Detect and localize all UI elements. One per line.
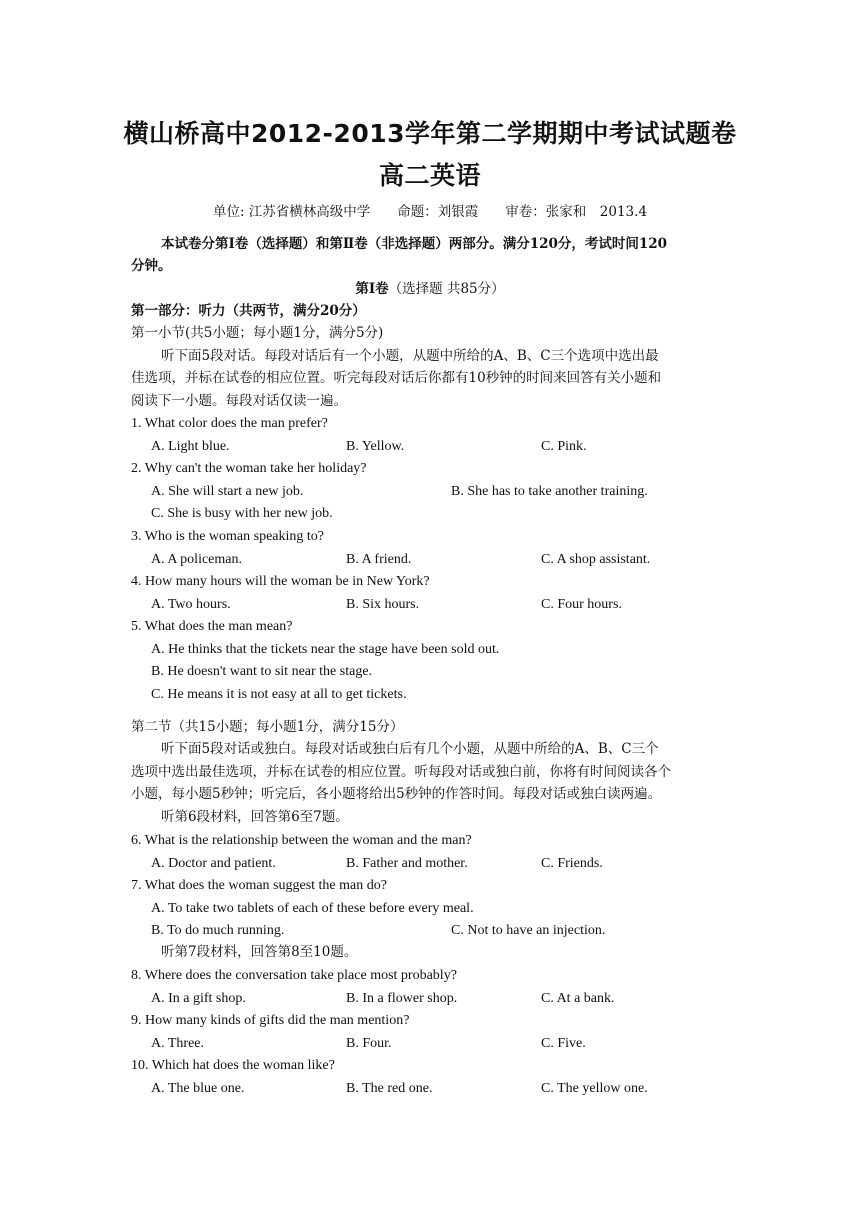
question-8-option-c: C. At a bank. <box>541 991 615 1006</box>
question-1-option-a: A. Light blue. <box>151 439 230 454</box>
question-3-option-c: C. A shop assistant. <box>541 552 651 567</box>
volume-1-heading <box>0 280 860 298</box>
question-6-stem: 6. What is the relationship between the woman and the man? <box>131 833 472 848</box>
question-4-stem: 4. How many hours will the woman be in New York? <box>131 574 430 589</box>
question-5-option-c: C. He means it is not easy at all to get tickets. <box>151 687 407 702</box>
section-1-heading: 第一小节(共5小题；每小题1分，满分5分) <box>131 325 384 341</box>
instruction-2-line-2: 选项中选出最佳选项，并标在试卷的相应位置。听每段对话或独白前，你将有时间阅读各个 <box>131 764 671 780</box>
question-8-option-b: B. In a flower shop. <box>346 991 458 1006</box>
question-1-option-c: C. Pink. <box>541 439 587 454</box>
question-8-option-a: A. In a gift shop. <box>151 991 246 1006</box>
question-6-option-b: B. Father and mother. <box>346 856 468 871</box>
question-4-option-a: A. Two hours. <box>151 597 231 612</box>
question-3-option-a: A. A policeman. <box>151 552 242 567</box>
question-3-stem: 3. Who is the woman speaking to? <box>131 529 324 544</box>
question-9-option-c: C. Five. <box>541 1036 586 1051</box>
question-6-option-c: C. Friends. <box>541 856 603 871</box>
question-1-stem: 1. What color does the man prefer? <box>131 416 328 431</box>
instruction-1-line-2: 佳选项，并标在试卷的相应位置。听完每段对话后你都有10秒钟的时间来回答有关小题和 <box>131 370 662 386</box>
part-1-heading: 第一部分：听力（共两节，满分20分） <box>131 303 366 319</box>
question-6-option-a: A. Doctor and patient. <box>151 856 276 871</box>
question-2-option-b: B. She has to take another training. <box>451 484 648 499</box>
volume-1-detail: （选择题 共85分） <box>388 281 505 297</box>
question-10-option-a: A. The blue one. <box>151 1081 245 1096</box>
question-9-option-b: B. Four. <box>346 1036 392 1051</box>
instruction-2-line-1: 听下面5段对话或独白。每段对话或独白后有几个小题，从题中所给的A、B、C三个 <box>161 741 659 757</box>
question-4-option-c: C. Four hours. <box>541 597 622 612</box>
question-8-stem: 8. Where does the conversation take place most probably? <box>131 968 457 983</box>
question-4-option-b: B. Six hours. <box>346 597 420 612</box>
instruction-1-line-1: 听下面5段对话。每段对话后有一个小题，从题中所给的A、B、C三个选项中选出最 <box>161 348 659 364</box>
material-6-note: 听第6段材料，回答第6至7题。 <box>161 809 349 825</box>
question-7-option-a: A. To take two tablets of each of these before every meal. <box>151 901 474 916</box>
instruction-2-line-3: 小题，每小题5秒钟；听完后，各小题将给出5秒钟的作答时间。每段对话或独白读两遍。 <box>131 786 662 802</box>
intro-line-1: 本试卷分第Ⅰ卷（选择题）和第Ⅱ卷（非选择题）两部分。满分120分，考试时间120 <box>161 236 668 252</box>
question-2-option-c: C. She is busy with her new job. <box>151 506 333 521</box>
question-9-option-a: A. Three. <box>151 1036 204 1051</box>
question-10-stem: 10. Which hat does the woman like? <box>131 1058 335 1073</box>
question-7-stem: 7. What does the woman suggest the man do? <box>131 878 387 893</box>
question-5-option-a: A. He thinks that the tickets near the stage have been sold out. <box>151 642 500 657</box>
question-7-option-c: C. Not to have an injection. <box>451 923 606 938</box>
question-9-stem: 9. How many kinds of gifts did the man mention? <box>131 1013 410 1028</box>
exam-info: 单位: 江苏省横林高级中学 命题：刘银霞 审卷：张家和 2013.4 <box>212 204 648 220</box>
section-2-heading: 第二节（共15小题；每小题1分，满分15分） <box>131 719 404 735</box>
question-1-option-b: B. Yellow. <box>346 439 405 454</box>
question-2-option-a: A. She will start a new job. <box>151 484 304 499</box>
question-3-option-b: B. A friend. <box>346 552 412 567</box>
intro-line-2: 分钟。 <box>131 258 172 274</box>
exam-subtitle: 高二英语 <box>378 161 481 190</box>
exam-title: 横山桥高中2012-2013学年第二学期期中考试试题卷 <box>123 119 737 148</box>
question-7-option-b: B. To do much running. <box>151 923 285 938</box>
question-5-option-b: B. He doesn't want to sit near the stage. <box>151 664 373 679</box>
instruction-1-line-3: 阅读下一小题。每段对话仅读一遍。 <box>131 393 347 409</box>
question-2-stem: 2. Why can't the woman take her holiday? <box>131 461 367 476</box>
question-10-option-c: C. The yellow one. <box>541 1081 648 1096</box>
material-7-note: 听第7段材料，回答第8至10题。 <box>161 944 358 960</box>
volume-1-label: 第Ⅰ卷 <box>355 281 389 297</box>
question-10-option-b: B. The red one. <box>346 1081 433 1096</box>
question-5-stem: 5. What does the man mean? <box>131 619 293 634</box>
